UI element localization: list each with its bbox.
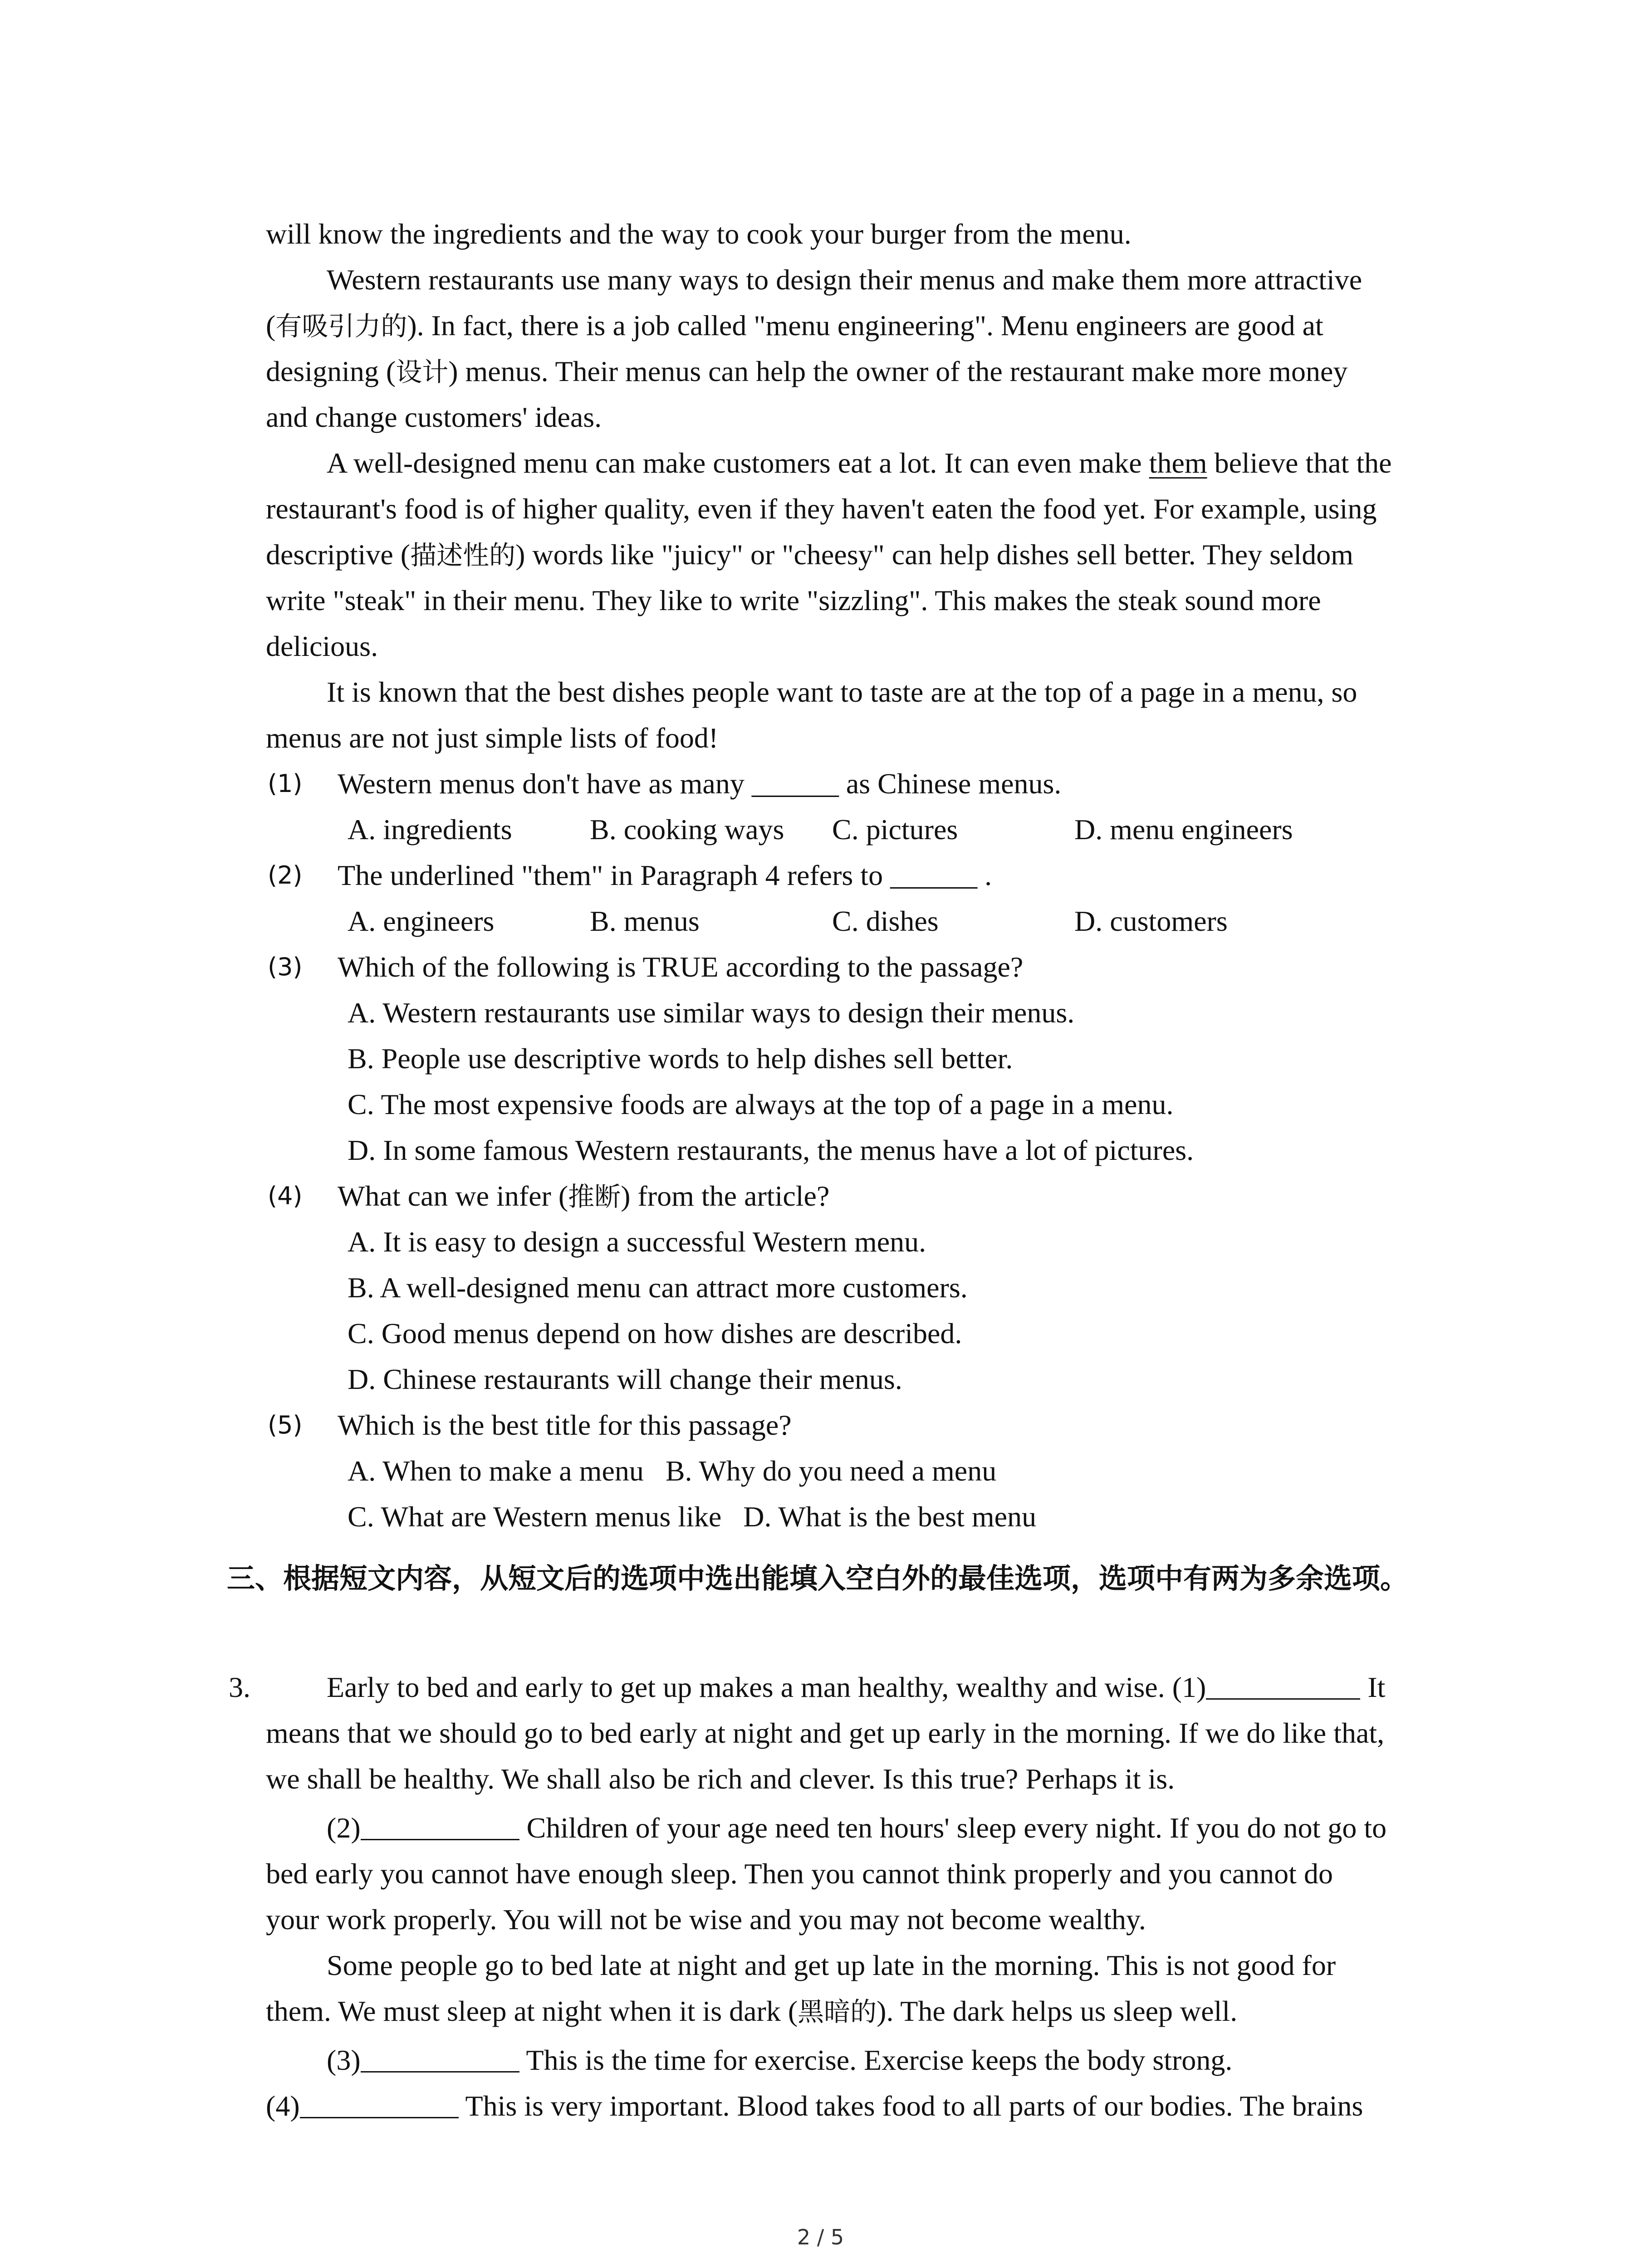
answer-option[interactable]: A. It is easy to design a successful Western menu.	[348, 1226, 926, 1258]
passage-line: and change customers' ideas.	[266, 401, 602, 433]
answer-option[interactable]: D. Chinese restaurants will change their menus.	[348, 1363, 902, 1395]
passage-line: will know the ingredients and the way to cook your burger from the menu.	[266, 218, 1132, 250]
answer-option[interactable]: C. dishes	[832, 905, 939, 937]
answer-blank[interactable]	[1206, 1669, 1360, 1700]
passage-line: write "steak" in their menu. They like to write "sizzling". This makes the steak sound more	[266, 584, 1321, 616]
answer-option[interactable]: D. In some famous Western restaurants, the menus have a lot of pictures.	[348, 1134, 1194, 1166]
question-number: (4)	[268, 1182, 303, 1210]
answer-option[interactable]: D. menu engineers	[1074, 813, 1293, 846]
answer-option[interactable]: B. People use descriptive words to help dishes sell better.	[348, 1042, 1013, 1075]
passage-line: descriptive (描述性的) words like "juicy" or "cheesy" can help dishes sell better. They seldom	[266, 538, 1353, 571]
passage-line: means that we should go to bed early at night and get up early in the morning. If we do like that,	[266, 1717, 1385, 1749]
answer-blank[interactable]	[361, 1810, 519, 1840]
question-number: 3.	[229, 1671, 250, 1703]
question-stem: Western menus don't have as many ______ as Chinese menus.	[338, 767, 1062, 800]
passage-line: (3) This is the time for exercise. Exercise keeps the body strong.	[327, 2042, 1232, 2078]
question-number: (1)	[268, 769, 303, 798]
passage-line: we shall be healthy. We shall also be rich and clever. Is this true? Perhaps it is.	[266, 1763, 1175, 1795]
question-stem: Which is the best title for this passage?	[338, 1409, 792, 1441]
passage-line: (有吸引力的). In fact, there is a job called "menu engineering". Menu engineers are good at	[266, 309, 1323, 342]
answer-option[interactable]: D. customers	[1074, 905, 1228, 937]
passage-line: (4) This is very important. Blood takes food to all parts of our bodies. The brains	[266, 2088, 1363, 2124]
answer-blank[interactable]	[300, 2088, 459, 2118]
passage-line: Early to bed and early to get up makes a man healthy, wealthy and wise. (1) It	[327, 1669, 1385, 1706]
passage-line: Some people go to bed late at night and get up late in the morning. This is not good for	[327, 1949, 1336, 1981]
question-number: (2)	[268, 861, 303, 890]
answer-option[interactable]: B. cooking ways	[590, 813, 784, 846]
passage-line: A well-designed menu can make customers eat a lot. It can even make them believe that the	[327, 447, 1392, 479]
question-number: (5)	[268, 1411, 303, 1439]
passage-line: menus are not just simple lists of food!	[266, 722, 719, 754]
answer-option[interactable]: C. What are Western menus like D. What is the best menu	[348, 1501, 1037, 1533]
passage-line: restaurant's food is of higher quality, even if they haven't eaten the food yet. For example, using	[266, 493, 1377, 525]
passage-line: (2) Children of your age need ten hours' sleep every night. If you do not go to	[327, 1810, 1386, 1846]
answer-option[interactable]: A. ingredients	[348, 813, 512, 846]
passage-line: delicious.	[266, 630, 378, 662]
answer-option[interactable]: C. The most expensive foods are always at the top of a page in a menu.	[348, 1088, 1174, 1120]
section-heading: 三、根据短文内容，从短文后的选项中选出能填入空白外的最佳选项，选项中有两为多余选项。	[227, 1562, 1409, 1595]
passage-line: them. We must sleep at night when it is dark (黑暗的). The dark helps us sleep well.	[266, 1995, 1238, 2027]
passage-line: your work properly. You will not be wise and you may not become wealthy.	[266, 1903, 1146, 1936]
page-number: 2 / 5	[797, 2225, 844, 2249]
underlined-them: them	[1149, 447, 1207, 479]
answer-option[interactable]: A. When to make a menu B. Why do you need a menu	[348, 1455, 997, 1487]
passage-line: Western restaurants use many ways to design their menus and make them more attractive	[327, 264, 1362, 296]
answer-option[interactable]: A. Western restaurants use similar ways to design their menus.	[348, 997, 1075, 1029]
passage-line: designing (设计) menus. Their menus can help the owner of the restaurant make more money	[266, 355, 1348, 387]
question-stem: The underlined "them" in Paragraph 4 refers to ______ .	[338, 859, 992, 891]
answer-blank[interactable]	[361, 2042, 519, 2072]
passage-line: It is known that the best dishes people want to taste are at the top of a page in a menu, so	[327, 676, 1357, 708]
answer-option[interactable]: A. engineers	[348, 905, 495, 937]
question-stem: What can we infer (推断) from the article?	[338, 1180, 830, 1212]
answer-option[interactable]: C. pictures	[832, 813, 958, 846]
answer-option[interactable]: C. Good menus depend on how dishes are described.	[348, 1317, 962, 1349]
answer-option[interactable]: B. menus	[590, 905, 700, 937]
question-number: (3)	[268, 953, 303, 981]
passage-line: bed early you cannot have enough sleep. Then you cannot think properly and you cannot do	[266, 1857, 1333, 1890]
question-stem: Which of the following is TRUE according to the passage?	[338, 951, 1024, 983]
answer-option[interactable]: B. A well-designed menu can attract more customers.	[348, 1271, 968, 1304]
